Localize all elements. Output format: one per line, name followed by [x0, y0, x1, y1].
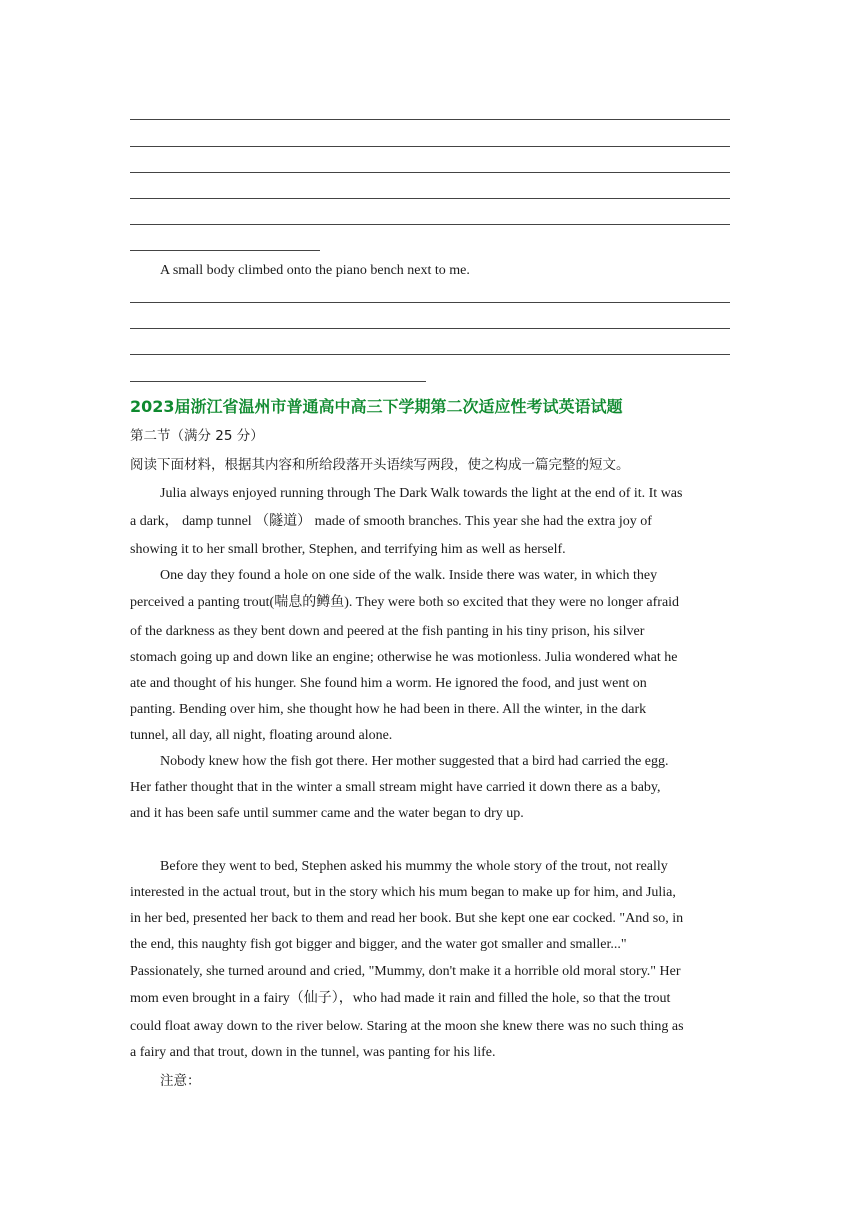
passage-line: interested in the actual trout, but in the story which his mum began to make up for him, and Julia,: [130, 885, 676, 900]
passage-line: could float away down to the river below. Staring at the moon she knew there was no such thing as: [130, 1019, 684, 1034]
section-heading: 第二节（满分 25 分）: [130, 428, 264, 444]
passage-line: in her bed, presented her back to them and read her book. But she kept one ear cocked. "And so, in: [130, 911, 684, 926]
passage-line: stomach going up and down like an engine; otherwise he was motionless. Julia wondered what he: [130, 650, 678, 665]
writing-line: [130, 250, 320, 251]
passage-line: showing it to her small brother, Stephen, and terrifying him as well as herself.: [130, 542, 566, 557]
writing-line: [130, 198, 730, 199]
writing-line: [130, 224, 730, 225]
passage-line: Before they went to bed, Stephen asked his mummy the whole story of the trout, not really: [160, 859, 668, 874]
passage-line: the end, this naughty fish got bigger and bigger, and the water got smaller and smaller...": [130, 937, 627, 952]
passage-line: and it has been safe until summer came and the water began to dry up.: [130, 806, 524, 821]
passage-line: Her father thought that in the winter a small stream might have carried it down there as a baby,: [130, 780, 661, 795]
writing-line: [130, 119, 730, 120]
writing-line: [130, 302, 730, 303]
passage-line: Passionately, she turned around and cried, "Mummy, don't make it a horrible old moral story." Her: [130, 964, 681, 979]
passage-line: Julia always enjoyed running through The Dark Walk towards the light at the end of it. It was: [160, 486, 683, 501]
passage-line: perceived a panting trout(喘息的鳟鱼). They were both so excited that they were no longer afraid: [130, 595, 680, 610]
writing-line: [130, 328, 730, 329]
passage-line: a dark， damp tunnel （隧道） made of smooth branches. This year she had the extra joy of: [130, 514, 652, 529]
passage-line: tunnel, all day, all night, floating around alone.: [130, 728, 393, 743]
passage-line: Nobody knew how the fish got there. Her mother suggested that a bird had carried the egg.: [160, 754, 669, 769]
passage-line: of the darkness as they bent down and peered at the fish panting in his tiny prison, his silver: [130, 624, 645, 639]
writing-line: [130, 354, 730, 355]
paragraph-opening-prompt: A small body climbed onto the piano bench next to me.: [160, 263, 470, 278]
passage-line: panting. Bending over him, she thought how he had been in there. All the winter, in the dark: [130, 702, 647, 717]
passage-line: mom even brought in a fairy（仙子），who had made it rain and filled the hole, so that the trout: [130, 991, 671, 1006]
exam-title: 2023届浙江省温州市普通高中高三下学期第二次适应性考试英语试题: [130, 397, 623, 416]
note-label: 注意：: [160, 1073, 201, 1089]
writing-line: [130, 172, 730, 173]
writing-line: [130, 381, 426, 382]
passage-line: One day they found a hole on one side of the walk. Inside there was water, in which they: [160, 568, 658, 583]
instruction-text: 阅读下面材料，根据其内容和所给段落开头语续写两段，使之构成一篇完整的短文。: [130, 457, 630, 473]
writing-line: [130, 146, 730, 147]
passage-line: a fairy and that trout, down in the tunnel, was panting for his life.: [130, 1045, 496, 1060]
passage-line: ate and thought of his hunger. She found him a worm. He ignored the food, and just went on: [130, 676, 647, 691]
